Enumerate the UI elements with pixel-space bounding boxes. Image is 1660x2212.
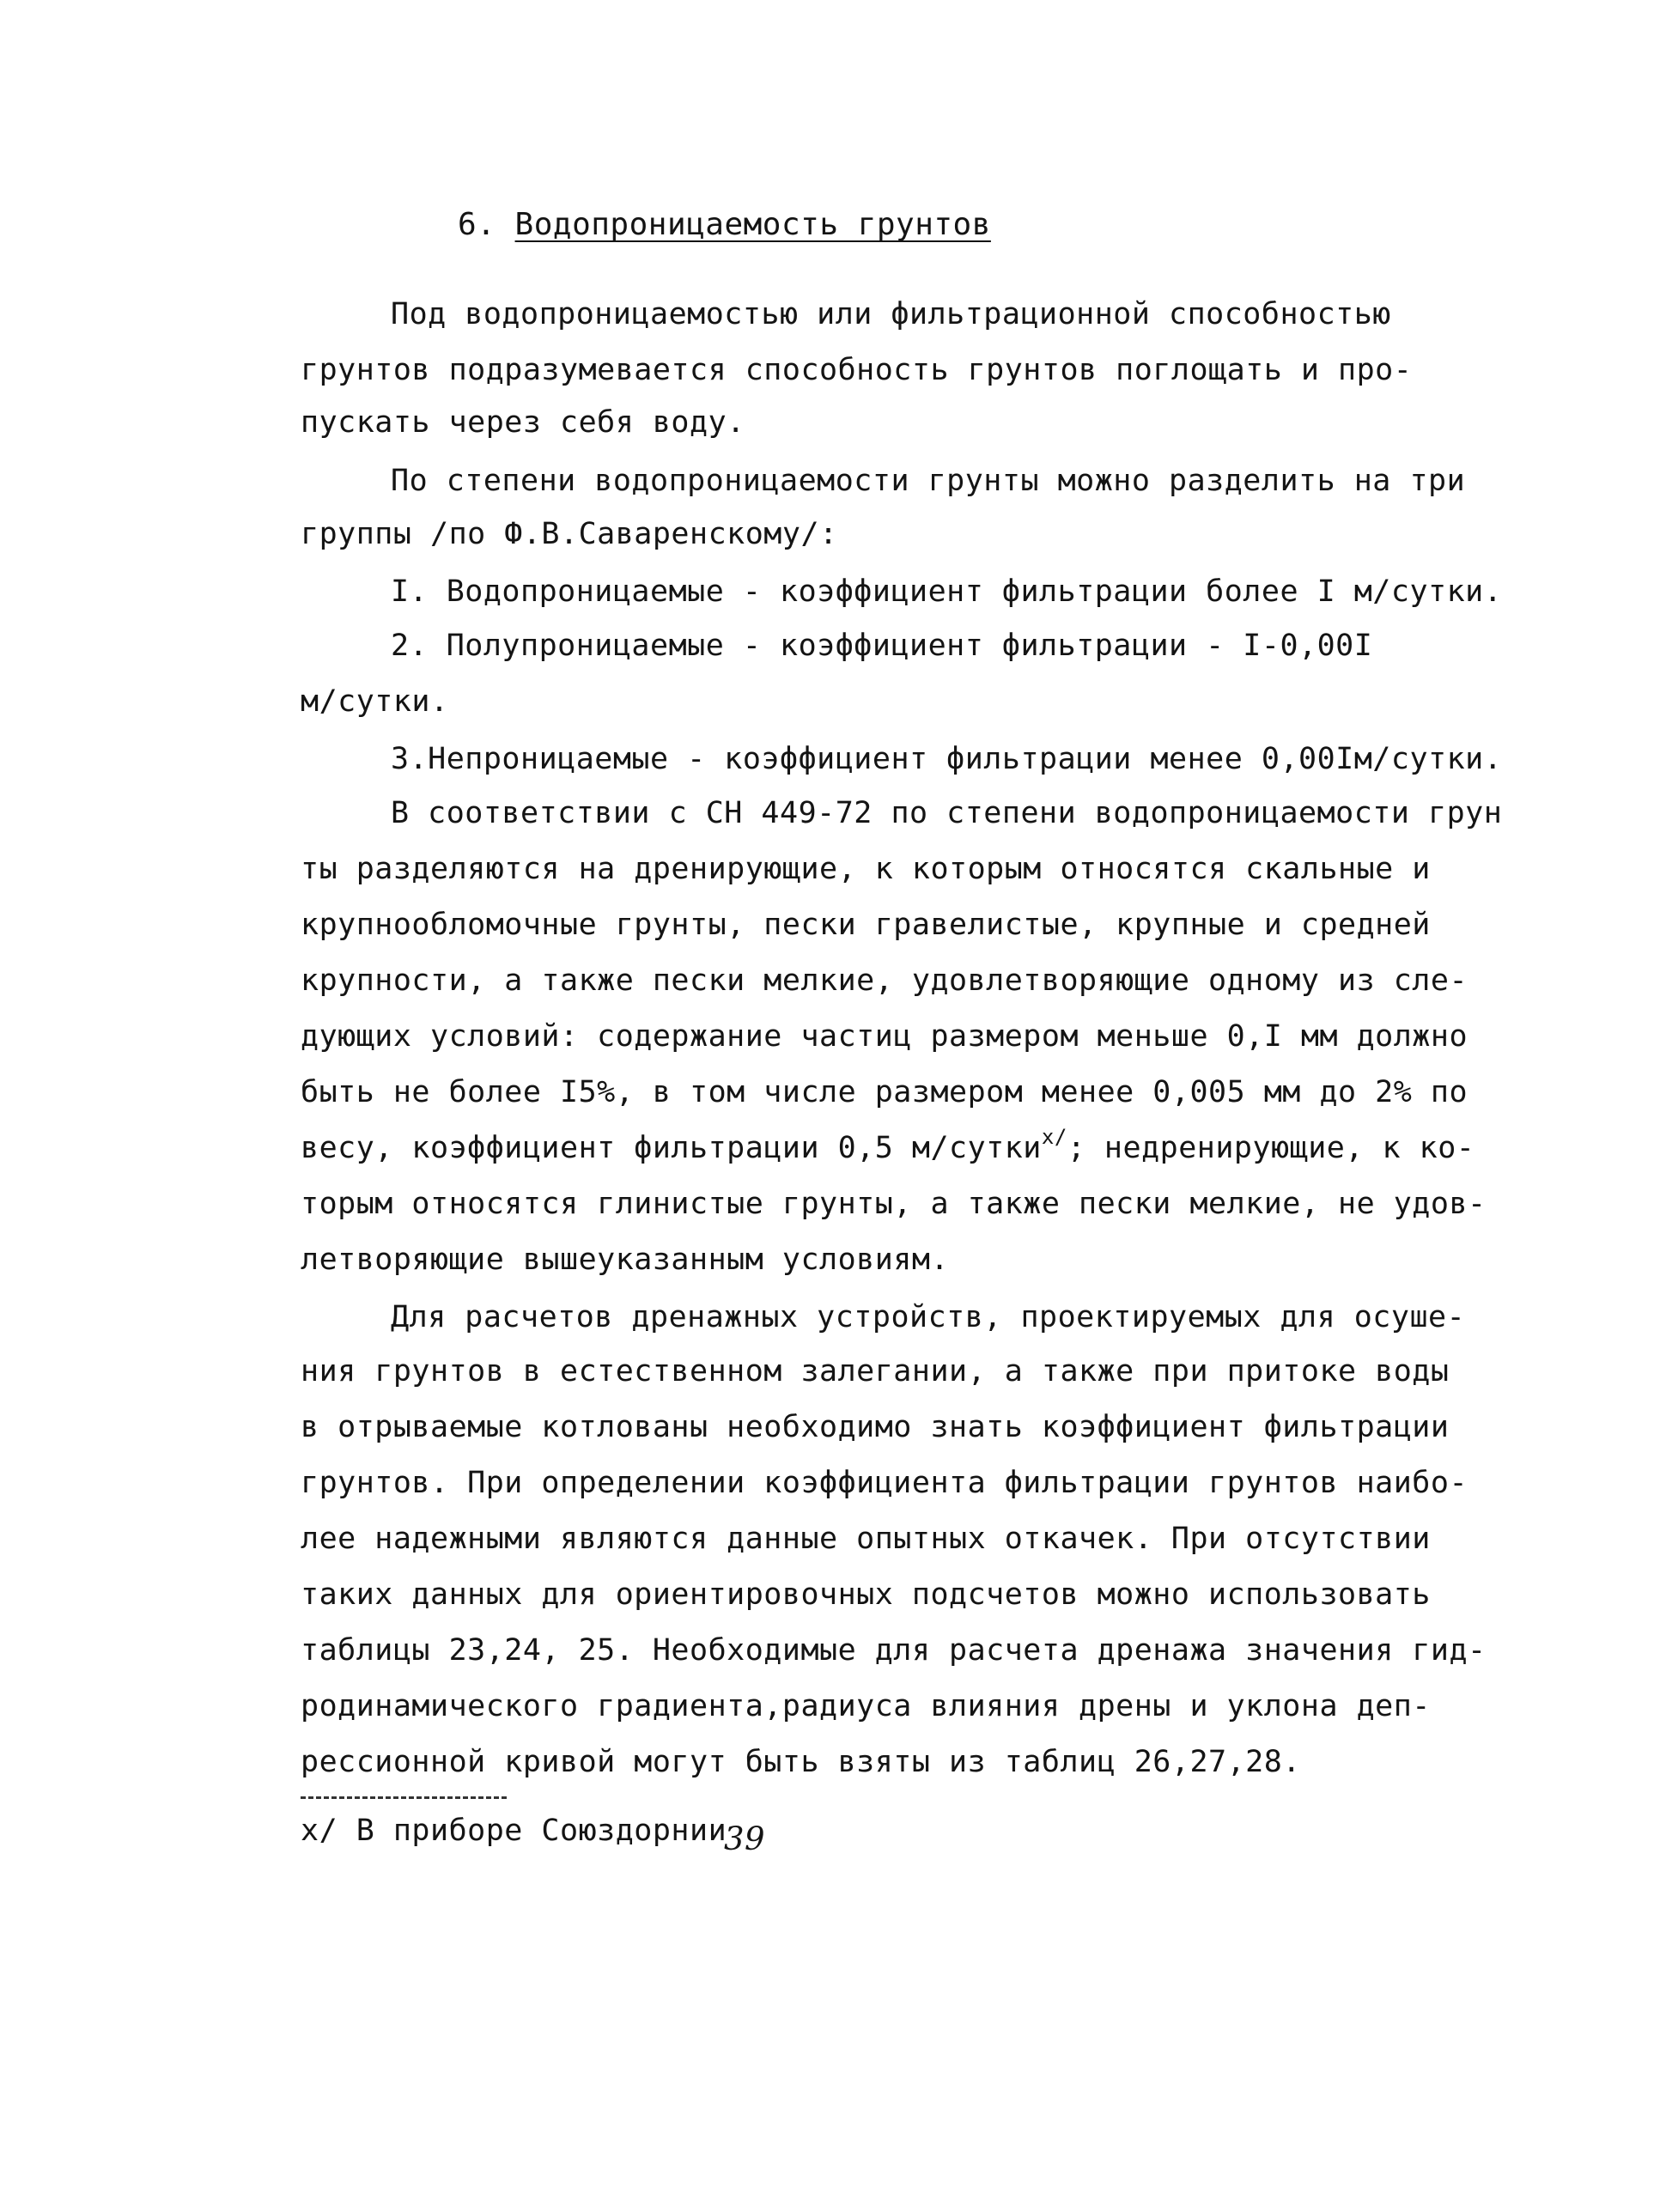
text-line: В соответствии с СН 449-72 по степени водопроницаемости грун — [391, 796, 1503, 830]
footnote-divider — [301, 1796, 507, 1799]
text-line: пускать через себя воду. — [301, 405, 745, 440]
section-number: 6. — [458, 207, 496, 242]
footnote-marker: x/ — [1041, 1125, 1067, 1149]
text-line: Для расчетов дренажных устройств, проектируемых для осуше- — [391, 1300, 1466, 1334]
text-line: грунтов подразумевается способность грунтов поглощать и про- — [301, 353, 1413, 387]
section-heading — [458, 206, 991, 244]
text-line: крупности, а также пески мелкие, удовлетворяющие одному из сле- — [301, 963, 1468, 998]
text-line: в отрываемые котлованы необходимо знать коэффициент фильтрации — [301, 1410, 1450, 1444]
text-line: крупнообломочные грунты, пески гравелистые, крупные и средней — [301, 908, 1431, 942]
text-line: ты разделяются на дренирующие, к которым относятся скальные и — [301, 852, 1431, 886]
text-line: грунтов. При определении коэффициента фильтрации грунтов наибо- — [301, 1466, 1468, 1500]
text-line: торым относятся глинистые грунты, а также пески мелкие, не удов- — [301, 1187, 1487, 1221]
text-line: быть не более I5%, в том числе размером менее 0,005 мм до 2% по — [301, 1075, 1468, 1109]
text-line: рессионной кривой могут быть взяты из таблиц 26,27,28. — [301, 1745, 1301, 1779]
section-title: Водопроницаемость грунтов — [514, 207, 991, 242]
text-line: летворяющие вышеуказанным условиям. — [301, 1243, 950, 1277]
footnote-text: x/ В приборе Союздорнии — [301, 1814, 727, 1848]
text-line-start: весу, коэффициент фильтрации 0,5 м/сутки — [301, 1131, 1042, 1165]
text-line: лее надежными являются данные опытных откачек. При отсутствии — [301, 1522, 1431, 1556]
text-line: таблицы 23,24, 25. Необходимые для расчета дренажа значения гид- — [301, 1633, 1487, 1668]
text-line-end: ; недренирующие, к ко- — [1067, 1131, 1475, 1165]
text-line: дующих условий: содержание частиц размером меньше 0,I мм должно — [301, 1019, 1468, 1054]
list-item: I. Водопроницаемые - коэффициент фильтрации более I м/сутки. — [391, 574, 1503, 609]
text-line — [301, 1125, 1475, 1167]
list-item: 3.Непроницаемые - коэффициент фильтрации менее 0,00Iм/сутки. — [391, 742, 1503, 776]
text-line: м/сутки. — [301, 684, 449, 719]
text-line: группы /по Ф.В.Саваренскому/: — [301, 517, 838, 551]
page-number: 39 — [724, 1820, 766, 1857]
text-line: таких данных для ориентировочных подсчетов можно использовать — [301, 1577, 1431, 1612]
text-line: ния грунтов в естественном залегании, а также при притоке воды — [301, 1354, 1450, 1389]
text-line: По степени водопроницаемости грунты можно разделить на три — [391, 464, 1466, 498]
text-line: родинамического градиента,радиуса влияния дрены и уклона деп- — [301, 1689, 1431, 1723]
text-line: Под водопроницаемостью или фильтрационной способностью — [391, 297, 1391, 331]
list-item: 2. Полупроницаемые - коэффициент фильтрации - I-0,00I — [391, 629, 1373, 663]
